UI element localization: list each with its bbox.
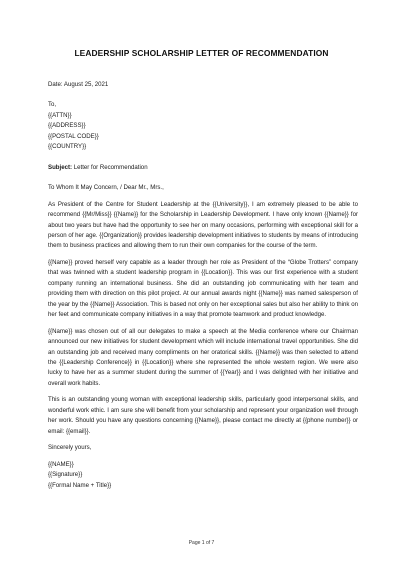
- signer-signature: {{Signature}}: [48, 471, 83, 479]
- document-title: LEADERSHIP SCHOLARSHIP LETTER OF RECOMMENDATION: [74, 48, 329, 58]
- recipient-address-block: [48, 100, 358, 152]
- attn-line: {{ATTN}}: [48, 111, 72, 119]
- date-line: Date: August 25, 2021: [48, 81, 109, 88]
- paragraph-3: {{Name}} was chosen out of all our delegates to make a speech at the Media conference where our Chairman announced our new initiatives for student development which will include international travel opportunities. She did an outstanding job and received many compliments on her oratorical skills. {{Name}} was then selected to attend the {{Leadership Conference}} in {{Location}} where she represented the whole western region. We were also lucky to have her as a summer student during the summer of {{Year}} and I was delighted with her initiative and overall work habits.: [48, 327, 358, 387]
- signer-formal-title: {{Formal Name + Title}}: [48, 481, 112, 489]
- paragraph-2: {{Name}} proved herself very capable as a leader through her role as President of the “Globe Trotters” company that was twinned with a student leadership program in {{Location}}. This was our first experience with a student company running an international business. She did an outstanding job communicating with her team and providing them with direction on this pilot project. At our annual awards night {{Name}} was named salesperson of the year by the {{Name}} Association. This is based not only on her exceptional sales but also her ability to think on her feet and communicate company initiatives in a way that promote teamwork and product knowledge.: [48, 258, 358, 319]
- postal-code-line: {{POSTAL CODE}}: [48, 132, 99, 140]
- signature-block: [48, 460, 358, 491]
- subject-label: Subject:: [48, 163, 73, 171]
- paragraph-4: This is an outstanding young woman with exceptional leadership skills, particularly good interpersonal skills, and wonderful work ethic. I am sure she will benefit from your scholarship and represent your organization well through her work. Should you have any questions concerning {{Name}}, please contact me directly at {{phone number}} or email: {{email}}.: [48, 396, 358, 435]
- subject-line: [48, 163, 358, 173]
- signer-name: {{NAME}}: [48, 460, 74, 468]
- country-line: {{COUNTRY}}: [48, 143, 87, 151]
- page-number: Page 1 of 7: [188, 540, 215, 546]
- salutation: To Whom It May Concern, / Dear Mr., Mrs.,: [48, 184, 164, 192]
- to-line: To,: [48, 101, 57, 109]
- paragraph-1: As President of the Centre for Student Leadership at the {{University}}, I am extremely pleased to be able to recommend {{Mr/Miss}} {{Name}} for the Scholarship in Leadership Development. I have only known {{Name}} for about two years but have had the opportunity to see her on many occasions, performing with exceptional skill for a person of her age. {{Organization}} provides leadership development initiatives to students by means of introducing them to business practices and allowing them to run their own companies for the course of the term.: [48, 200, 358, 250]
- closing: Sincerely yours,: [48, 444, 92, 452]
- subject-text: Letter for Recommendation: [72, 163, 148, 171]
- letter-body: [48, 80, 358, 491]
- address-line: {{ADDRESS}}: [48, 122, 86, 130]
